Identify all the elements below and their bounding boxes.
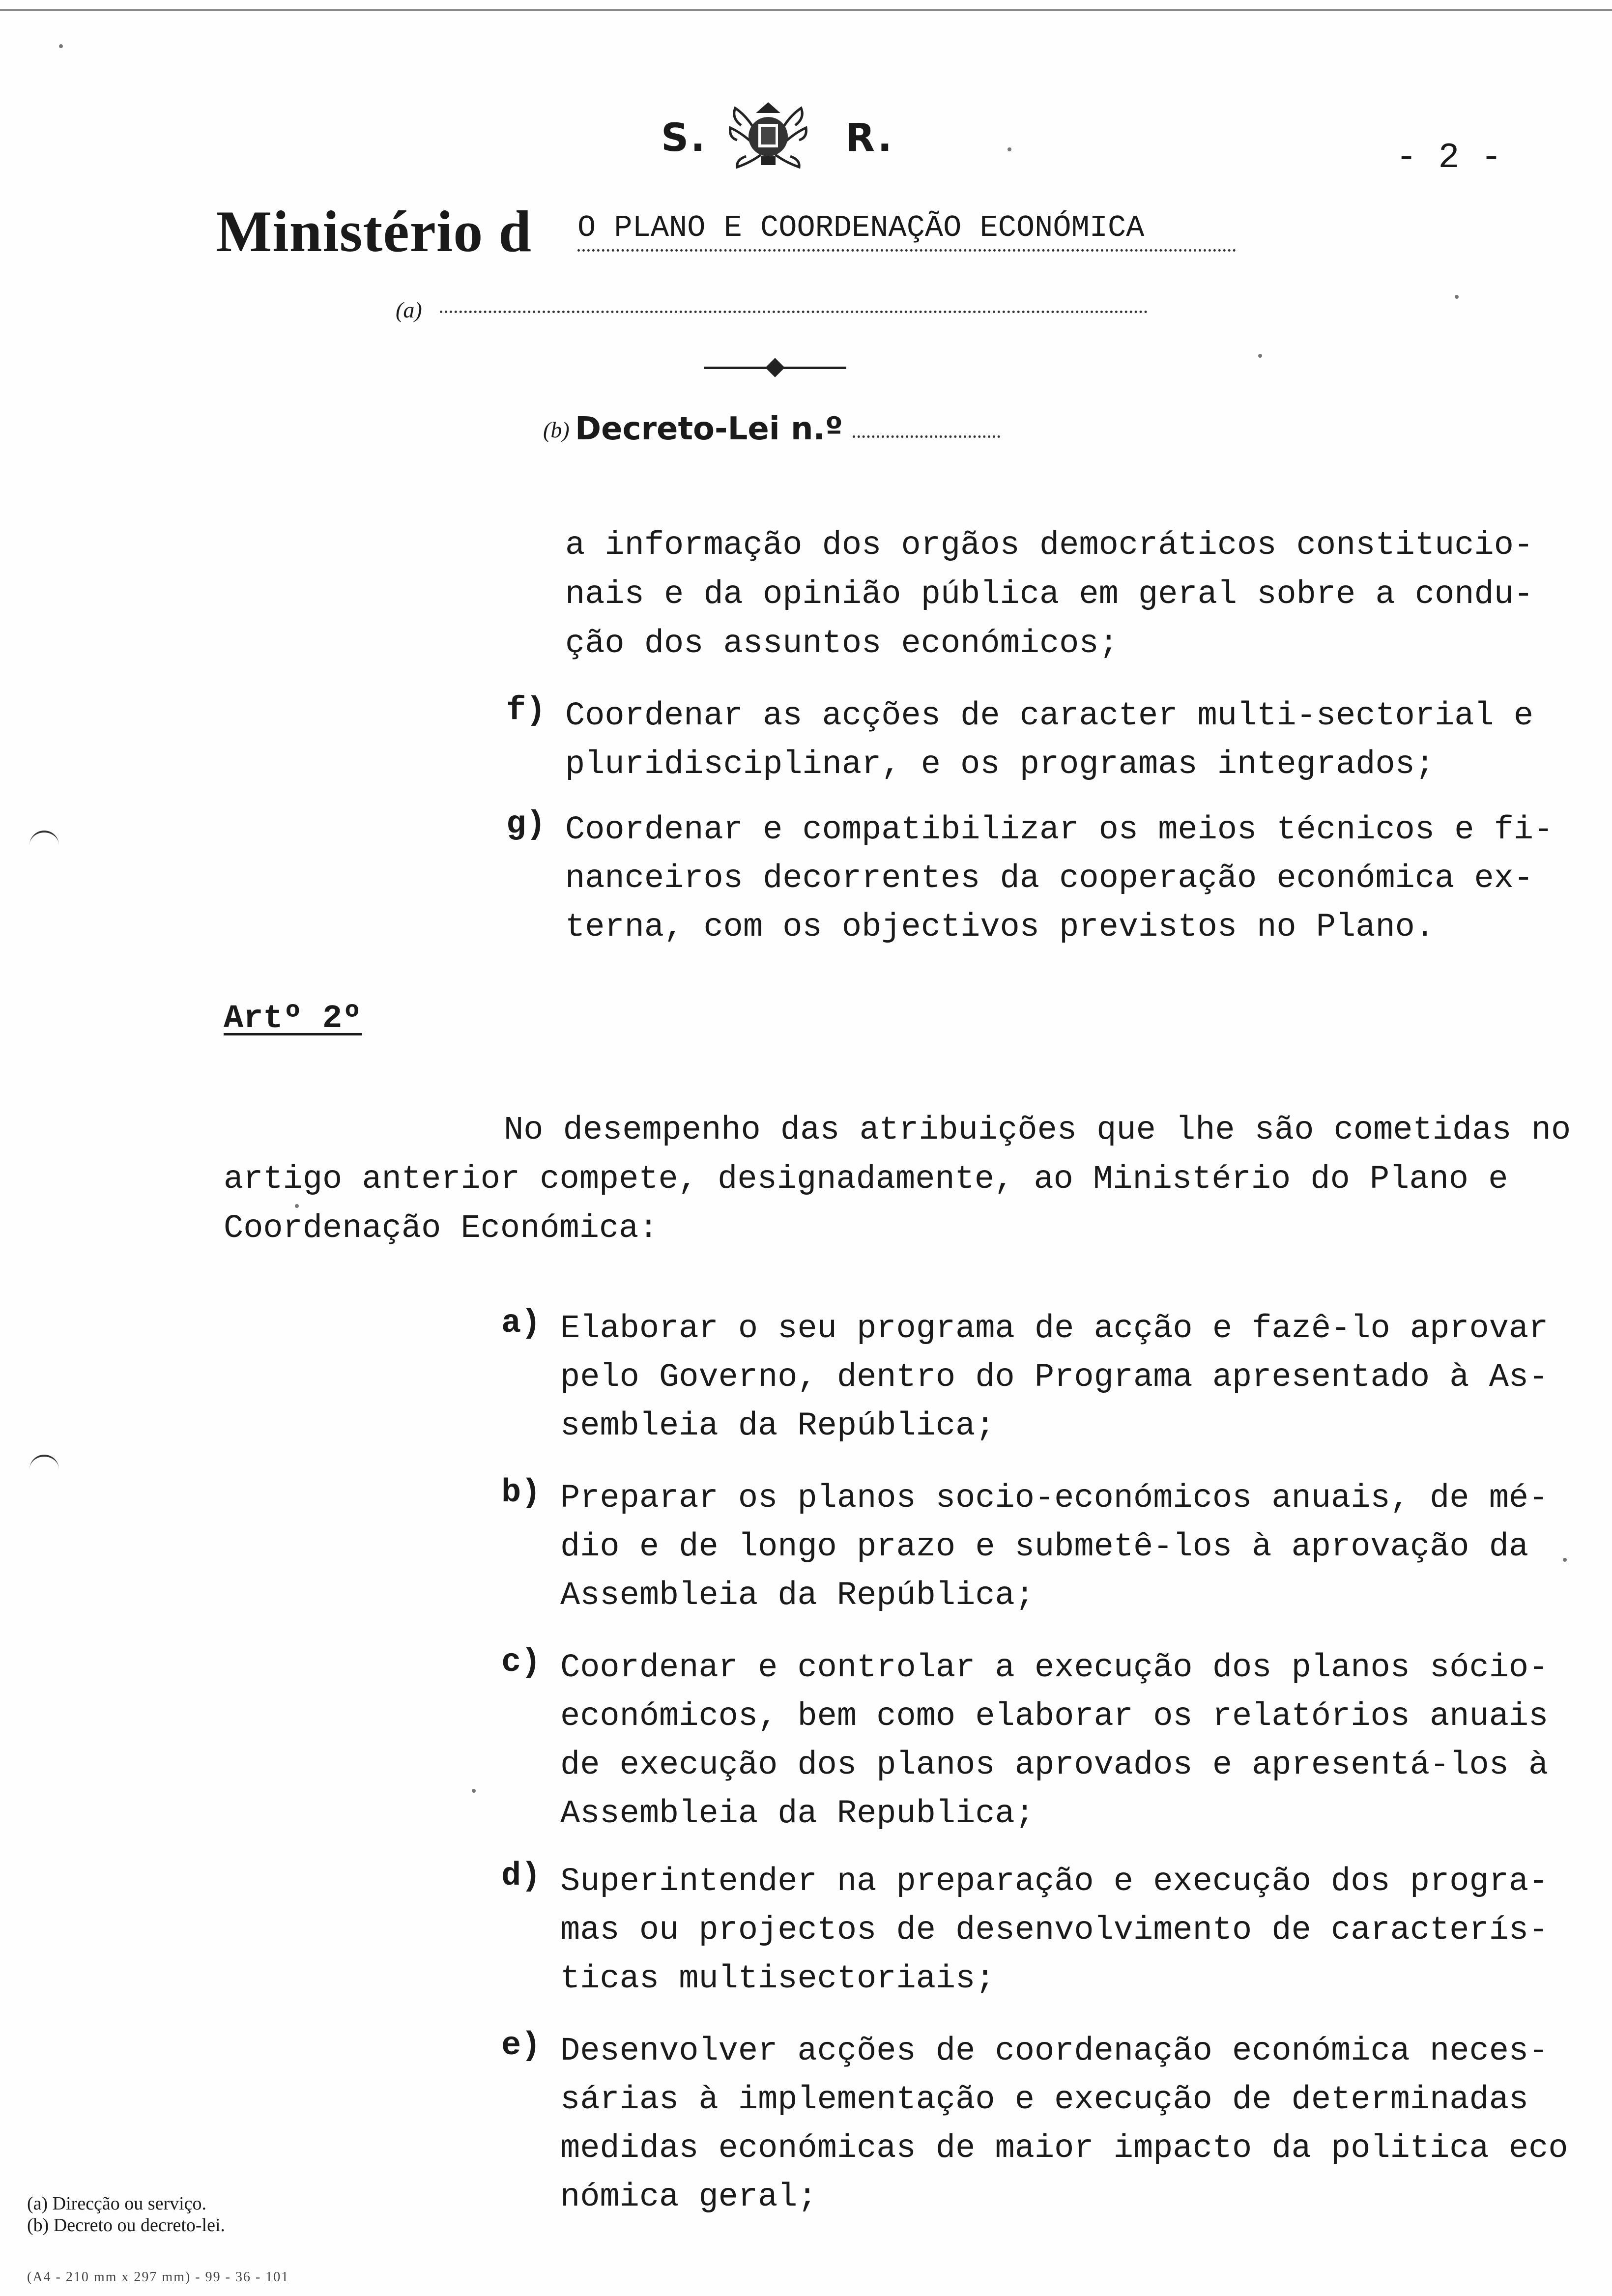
item-letter-e: e) — [501, 2027, 541, 2065]
text-line: medidas económicas de maior impacto da politica eco — [560, 2130, 1568, 2167]
item-e — [560, 2027, 1568, 2222]
letterhead-s: S. — [661, 116, 707, 160]
item-f — [565, 692, 1533, 789]
scan-speck — [472, 1789, 476, 1793]
ministry-name: O PLANO E COORDENAÇÃO ECONÓMICA — [577, 210, 1236, 252]
text-line: pluridisciplinar, e os programas integrados; — [565, 746, 1435, 783]
text-line: Coordenar as acções de caracter multi-sectorial e — [565, 697, 1534, 735]
text-line: mas ou projectos de desenvolvimento de caracterís- — [560, 1912, 1549, 1949]
text-line: Coordenação Económica: — [224, 1210, 659, 1247]
text-line: Elaborar o seu programa de acção e fazê-lo aprovar — [560, 1310, 1549, 1348]
text-line: nómica geral; — [560, 2179, 817, 2216]
scan-speck — [1563, 1558, 1567, 1562]
item-letter-f: f) — [506, 692, 546, 729]
text-line: artigo anterior compete, designadamente, ao Ministério do Plano e — [224, 1161, 1508, 1198]
item-letter-c: c) — [501, 1644, 541, 1681]
text-line: Superintender na preparação e execução dos progra- — [560, 1863, 1549, 1900]
text-line: sárias à implementação e execução de determinadas — [560, 2081, 1529, 2119]
decree-number-line — [853, 435, 1000, 438]
item-letter-g: g) — [506, 806, 546, 843]
text-line: Desenvolver acções de coordenação económica neces- — [560, 2033, 1549, 2070]
text-line: de execução dos planos aprovados e apresentá-los à — [560, 1747, 1549, 1784]
scan-speck — [59, 44, 63, 48]
footnote-b: (b) Decreto ou decreto-lei. — [27, 2215, 226, 2236]
footnotes — [27, 2193, 225, 2236]
item-letter-b: b) — [501, 1474, 541, 1512]
text-line: económicos, bem como elaborar os relatórios anuais — [560, 1698, 1549, 1735]
ornament-diamond — [765, 358, 785, 377]
scan-speck — [1258, 354, 1262, 358]
article-title: Artº 2º — [224, 1000, 362, 1037]
item-letter-d: d) — [501, 1858, 541, 1895]
item-b — [560, 1474, 1548, 1620]
text-line: terna, com os objectivos previstos no Plano. — [565, 909, 1435, 946]
item-c — [560, 1644, 1548, 1838]
footnote-a: (a) Direcção ou serviço. — [27, 2193, 207, 2214]
scan-speck — [1455, 295, 1459, 299]
text-line: No desempenho das atribuições que lhe são cometidas no — [504, 1112, 1571, 1149]
text-line: nais e da opinião pública em geral sobre a condu- — [565, 576, 1534, 613]
text-line: Coordenar e compatibilizar os meios técnicos e fi- — [565, 811, 1554, 849]
text-line: pelo Governo, dentro do Programa apresentado à As- — [560, 1359, 1549, 1396]
field-a-label: (a) — [396, 297, 422, 322]
text-line: ticas multisectoriais; — [560, 1960, 995, 1998]
printer-line: (A4 - 210 mm x 297 mm) - 99 - 36 - 101 — [27, 2269, 289, 2285]
text-line: dio e de longo prazo e submetê-los à aprovação da — [560, 1528, 1529, 1566]
scan-speck — [1008, 147, 1011, 151]
text-line: ção dos assuntos económicos; — [565, 625, 1119, 662]
item-d — [560, 1858, 1548, 2004]
text-line: sembleia da República; — [560, 1407, 995, 1445]
field-b-label: (b) — [543, 417, 570, 442]
letterhead-r: R. — [845, 116, 894, 160]
item-letter-a: a) — [501, 1305, 541, 1342]
text-line: Assembleia da República; — [560, 1577, 1035, 1614]
text-line: Preparar os planos socio-económicos anuais, de mé- — [560, 1480, 1549, 1517]
text-line: a informação dos orgãos democráticos constitucio- — [565, 527, 1534, 564]
continuation-text — [565, 521, 1533, 668]
field-a-line — [440, 311, 1148, 313]
top-border-line — [0, 9, 1612, 11]
scan-mark — [29, 1455, 59, 1471]
item-g — [565, 806, 1553, 952]
article-paragraph — [224, 1106, 1571, 1253]
text-line: Assembleia da Republica; — [560, 1795, 1035, 1833]
decree-label: Decreto-Lei n.º — [575, 411, 843, 447]
scan-mark — [29, 831, 59, 847]
item-a — [560, 1305, 1548, 1451]
coat-of-arms-emblem — [726, 98, 810, 172]
ministry-prefix: Ministério d — [216, 199, 532, 264]
text-line: nanceiros decorrentes da cooperação económica ex- — [565, 860, 1534, 897]
text-line: Coordenar e controlar a execução dos planos sócio- — [560, 1649, 1549, 1687]
page-number: - 2 - — [1396, 138, 1502, 178]
